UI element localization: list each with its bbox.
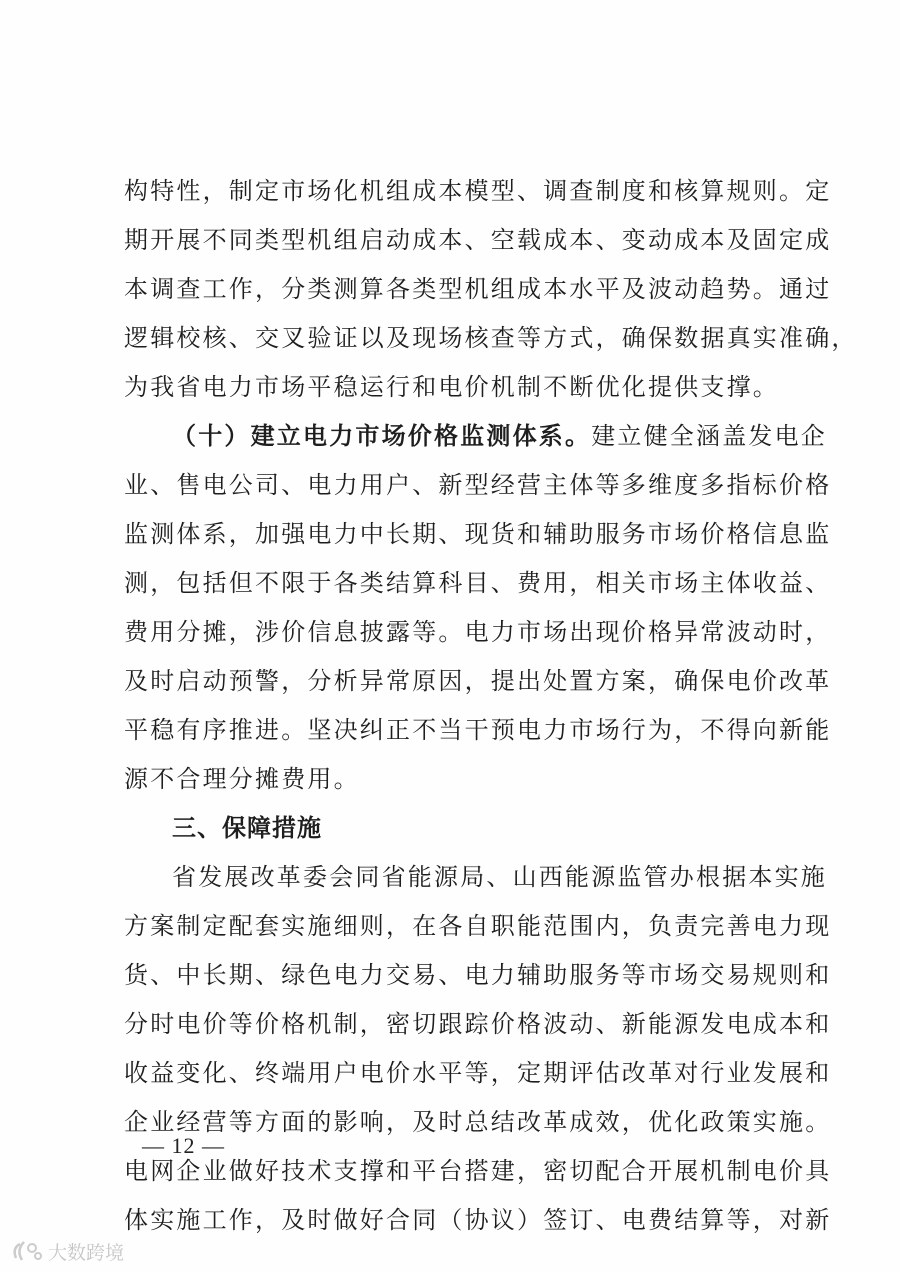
- section-10-text: 建立健全涵盖发电企: [591, 422, 828, 450]
- body-line: 企业经营等方面的影响，及时总结改革成效，优化政策实施。: [124, 1108, 832, 1136]
- body-line: 期开展不同类型机组启动成本、空载成本、变动成本及固定成: [124, 226, 832, 254]
- body-line: 货、中长期、绿色电力交易、电力辅助服务等市场交易规则和: [124, 961, 832, 989]
- body-line: 平稳有序推进。坚决纠正不当干预电力市场行为，不得向新能: [124, 716, 832, 744]
- watermark-logo-icon: [10, 1238, 44, 1264]
- section-10-first-line: [172, 416, 828, 456]
- body-line: 测，包括但不限于各类结算科目、费用，相关市场主体收益、: [124, 569, 832, 597]
- body-line: 方案制定配套实施细则，在各自职能范围内，负责完善电力现: [124, 912, 832, 940]
- section-heading: 三、保障措施: [172, 814, 322, 842]
- body-line: 源不合理分摊费用。: [124, 765, 360, 793]
- body-line: 省发展改革委会同省能源局、山西能源监管办根据本实施: [172, 863, 827, 891]
- body-line: 及时启动预警，分析异常原因，提出处置方案，确保电价改革: [124, 667, 832, 695]
- body-line: 电网企业做好技术支撑和平台搭建，密切配合开展机制电价具: [124, 1157, 832, 1185]
- watermark: [10, 1236, 124, 1266]
- body-line: 逻辑校核、交叉验证以及现场核查等方式，确保数据真实准确，: [124, 324, 858, 352]
- body-line: 业、售电公司、电力用户、新型经营主体等多维度多指标价格: [124, 471, 832, 499]
- body-line: 为我省电力市场平稳运行和电价机制不断优化提供支撑。: [124, 373, 779, 401]
- body-line: 监测体系，加强电力中长期、现货和辅助服务市场价格信息监: [124, 520, 832, 548]
- body-line: 分时电价等价格机制，密切跟踪价格波动、新能源发电成本和: [124, 1010, 832, 1038]
- body-line: 本调查工作，分类测算各类型机组成本水平及波动趋势。通过: [124, 275, 832, 303]
- watermark-text: 大数跨境: [48, 1241, 125, 1264]
- body-line: 收益变化、终端用户电价水平等，定期评估改革对行业发展和: [124, 1059, 832, 1087]
- body-line: 体实施工作，及时做好合同（协议）签订、电费结算等，对新: [124, 1206, 832, 1234]
- body-line: 构特性，制定市场化机组成本模型、调查制度和核算规则。定: [124, 177, 832, 205]
- section-10-title: （十）建立电力市场价格监测体系。: [172, 421, 592, 450]
- body-line: 费用分摊，涉价信息披露等。电力市场出现价格异常波动时，: [124, 618, 832, 646]
- page-number: — 12 —: [142, 1133, 225, 1158]
